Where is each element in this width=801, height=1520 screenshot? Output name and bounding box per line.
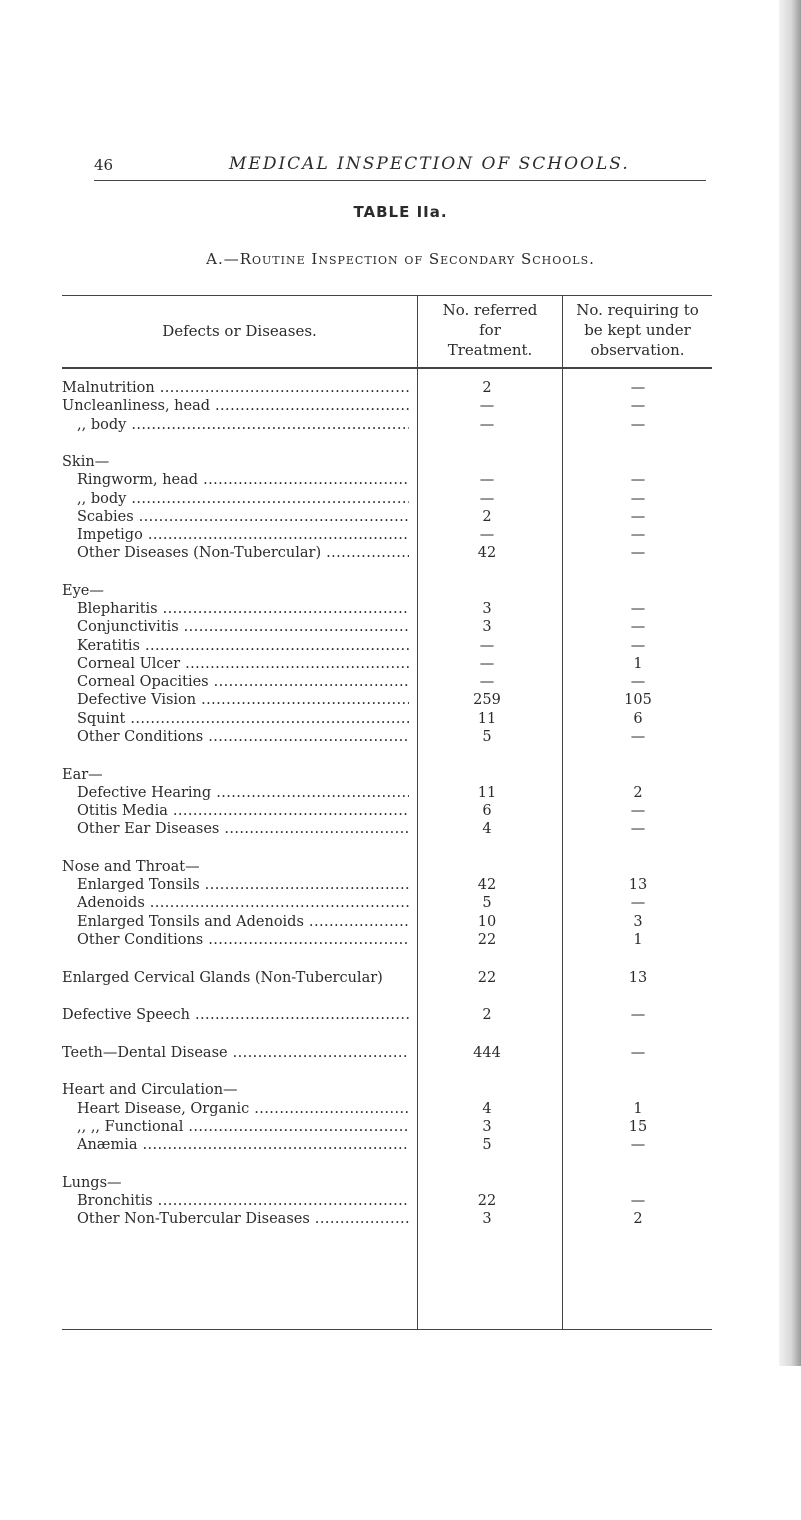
row-label: Enlarged Tonsils ..... <box>77 875 409 895</box>
table-row <box>62 1209 712 1229</box>
observation-value: 1 <box>633 655 643 672</box>
table-row <box>62 636 712 656</box>
table-row <box>62 801 712 821</box>
row-label: ,, body ..... <box>77 489 409 509</box>
referred-line-2: for <box>479 321 501 339</box>
observation-line-1: No. requiring to <box>576 301 699 319</box>
referred-value: 259 <box>473 692 501 709</box>
referred-value: — <box>479 674 495 691</box>
referred-value: — <box>479 398 495 415</box>
table-row <box>62 765 712 785</box>
row-label: Otitis Media ..... <box>77 801 409 821</box>
table-row <box>62 654 712 674</box>
referred-value: 5 <box>482 1137 492 1154</box>
observation-value: — <box>630 821 646 838</box>
observation-value: — <box>630 619 646 636</box>
column-header-referred <box>418 300 562 360</box>
observation-value: — <box>630 637 646 654</box>
row-label: Other Non-Tubercular Diseases ..... <box>77 1209 409 1229</box>
table-row <box>62 783 712 803</box>
referred-value: 2 <box>482 380 492 396</box>
referred-value: 2 <box>482 1007 492 1024</box>
referred-line-3: Treatment. <box>447 341 533 359</box>
observation-value: 3 <box>633 913 643 930</box>
referred-value: 42 <box>477 545 497 562</box>
table-row <box>62 1080 712 1100</box>
observation-value: — <box>630 1137 646 1154</box>
observation-value: — <box>630 527 646 544</box>
row-label: Skin— <box>62 454 110 471</box>
column-header-defects: Defects or Diseases. <box>162 322 317 340</box>
observation-value: 2 <box>633 1211 643 1228</box>
observation-value: 13 <box>628 969 648 986</box>
observation-value: — <box>630 601 646 618</box>
observation-value: — <box>630 1044 646 1061</box>
table-row <box>62 968 712 988</box>
row-label: Defective Hearing ..... <box>77 783 409 803</box>
table-top-rule <box>62 295 712 296</box>
row-label: Eye— <box>62 582 104 599</box>
row-label: Defective Speech ..... <box>62 1005 409 1025</box>
table-row <box>62 489 712 509</box>
row-label: Keratitis ..... <box>77 636 409 656</box>
table-row <box>62 875 712 895</box>
page-number: 46 <box>94 156 114 174</box>
page-header <box>94 150 706 181</box>
referred-value: 4 <box>482 821 492 838</box>
observation-value: 105 <box>624 692 652 709</box>
table-row <box>62 819 712 839</box>
row-label: Enlarged Cervical Glands (Non-Tubercular) <box>62 969 383 986</box>
table-row <box>62 1173 712 1193</box>
row-label: ,, ,, Functional ..... <box>77 1117 409 1137</box>
table-row <box>62 470 712 490</box>
referred-value: 5 <box>482 728 492 745</box>
observation-value: — <box>630 380 646 396</box>
table-row <box>62 415 712 435</box>
row-label: Other Conditions ..... <box>77 930 409 950</box>
referred-line-1: No. referred <box>442 301 538 319</box>
table-row <box>62 727 712 747</box>
header-bottom-rule <box>62 367 712 369</box>
row-label: Squint ..... <box>77 709 409 729</box>
table-row <box>62 599 712 619</box>
observation-line-2: be kept under <box>584 321 691 339</box>
observation-value: 2 <box>633 784 643 801</box>
observation-value: — <box>630 545 646 562</box>
table-row <box>62 1005 712 1025</box>
row-label: Anæmia ..... <box>77 1135 409 1155</box>
observation-line-3: observation. <box>590 341 685 359</box>
row-label: Corneal Opacities ..... <box>77 672 409 692</box>
row-label: Other Diseases (Non-Tubercular) ..... <box>77 543 409 563</box>
table-row <box>62 452 712 472</box>
referred-value: 3 <box>482 1211 492 1228</box>
row-label: Heart Disease, Organic ..... <box>77 1099 409 1119</box>
row-label: ,, body ..... <box>77 415 409 435</box>
running-title: MEDICAL INSPECTION OF SCHOOLS. <box>229 154 630 174</box>
table-row <box>62 507 712 527</box>
row-label: Blepharitis ..... <box>77 599 409 619</box>
row-label: Enlarged Tonsils and Adenoids ..... <box>77 912 409 932</box>
table-row <box>62 912 712 932</box>
observation-value: — <box>630 895 646 912</box>
referred-value: 3 <box>482 619 492 636</box>
row-label: Conjunctivitis ..... <box>77 617 409 637</box>
row-label: Ear— <box>62 766 103 783</box>
referred-value: 4 <box>482 1100 492 1117</box>
observation-value: — <box>630 728 646 745</box>
table-row <box>62 378 712 398</box>
table-subtitle: A.—Routine Inspection of Secondary Schools. <box>206 250 595 268</box>
referred-value: 22 <box>477 969 497 986</box>
observation-value: — <box>630 508 646 525</box>
referred-value: 5 <box>482 895 492 912</box>
row-label: Teeth—Dental Disease ..... <box>62 1043 409 1063</box>
referred-value: 10 <box>477 913 497 930</box>
table-row <box>62 672 712 692</box>
observation-value: — <box>630 398 646 415</box>
observation-value: — <box>630 803 646 820</box>
table-row <box>62 709 712 729</box>
referred-value: — <box>479 472 495 489</box>
table-title: TABLE IIa. <box>353 203 448 221</box>
referred-value: 3 <box>482 1118 492 1135</box>
row-label: Defective Vision ..... <box>77 690 409 710</box>
referred-value: — <box>479 490 495 507</box>
referred-value: 11 <box>477 710 497 727</box>
table-row <box>62 1099 712 1119</box>
referred-value: 444 <box>473 1044 501 1061</box>
observation-value: 1 <box>633 1100 643 1117</box>
row-label: Nose and Throat— <box>62 858 200 875</box>
observation-value: — <box>630 674 646 691</box>
observation-value: 6 <box>633 710 643 727</box>
row-label: Lungs— <box>62 1174 122 1191</box>
observation-value: — <box>630 1192 646 1209</box>
table-row <box>62 893 712 913</box>
table-row <box>62 543 712 563</box>
referred-value: 6 <box>482 803 492 820</box>
observation-value: — <box>630 472 646 489</box>
referred-value: 42 <box>477 877 497 894</box>
table-row <box>62 581 712 601</box>
observation-value: 15 <box>628 1118 648 1135</box>
row-label: Impetigo ..... <box>77 525 409 545</box>
referred-value: 22 <box>477 931 497 948</box>
referred-value: — <box>479 655 495 672</box>
row-label: Adenoids ..... <box>77 893 409 913</box>
row-label: Bronchitis ..... <box>77 1191 409 1211</box>
row-label: Other Conditions ..... <box>77 727 409 747</box>
row-label: Heart and Circulation— <box>62 1082 238 1099</box>
row-label: Ringworm, head ..... <box>77 470 409 490</box>
row-label: Other Ear Diseases ..... <box>77 819 409 839</box>
referred-value: 22 <box>477 1192 497 1209</box>
table-row <box>62 1043 712 1063</box>
table-row <box>62 1135 712 1155</box>
table-row <box>62 690 712 710</box>
referred-value: — <box>479 637 495 654</box>
table-bottom-rule <box>62 1329 712 1330</box>
referred-value: 11 <box>477 784 497 801</box>
observation-value: 1 <box>633 931 643 948</box>
defects-table <box>62 295 712 1520</box>
table-row <box>62 857 712 877</box>
table-row <box>62 1191 712 1211</box>
observation-value: — <box>630 416 646 433</box>
observation-value: — <box>630 490 646 507</box>
table-row <box>62 525 712 545</box>
row-label: Scabies ..... <box>77 507 409 527</box>
row-label: Corneal Ulcer ..... <box>77 654 409 674</box>
observation-value: — <box>630 1007 646 1024</box>
row-label: Uncleanliness, head ..... <box>62 396 409 416</box>
table-row <box>62 1117 712 1137</box>
referred-value: — <box>479 416 495 433</box>
row-label: Malnutrition ..... <box>62 378 409 398</box>
table-row <box>62 396 712 416</box>
referred-value: — <box>479 527 495 544</box>
observation-value: 13 <box>628 877 648 894</box>
table-row <box>62 617 712 637</box>
referred-value: 3 <box>482 601 492 618</box>
referred-value: 2 <box>482 508 492 525</box>
column-header-observation <box>563 300 712 360</box>
table-row <box>62 930 712 950</box>
